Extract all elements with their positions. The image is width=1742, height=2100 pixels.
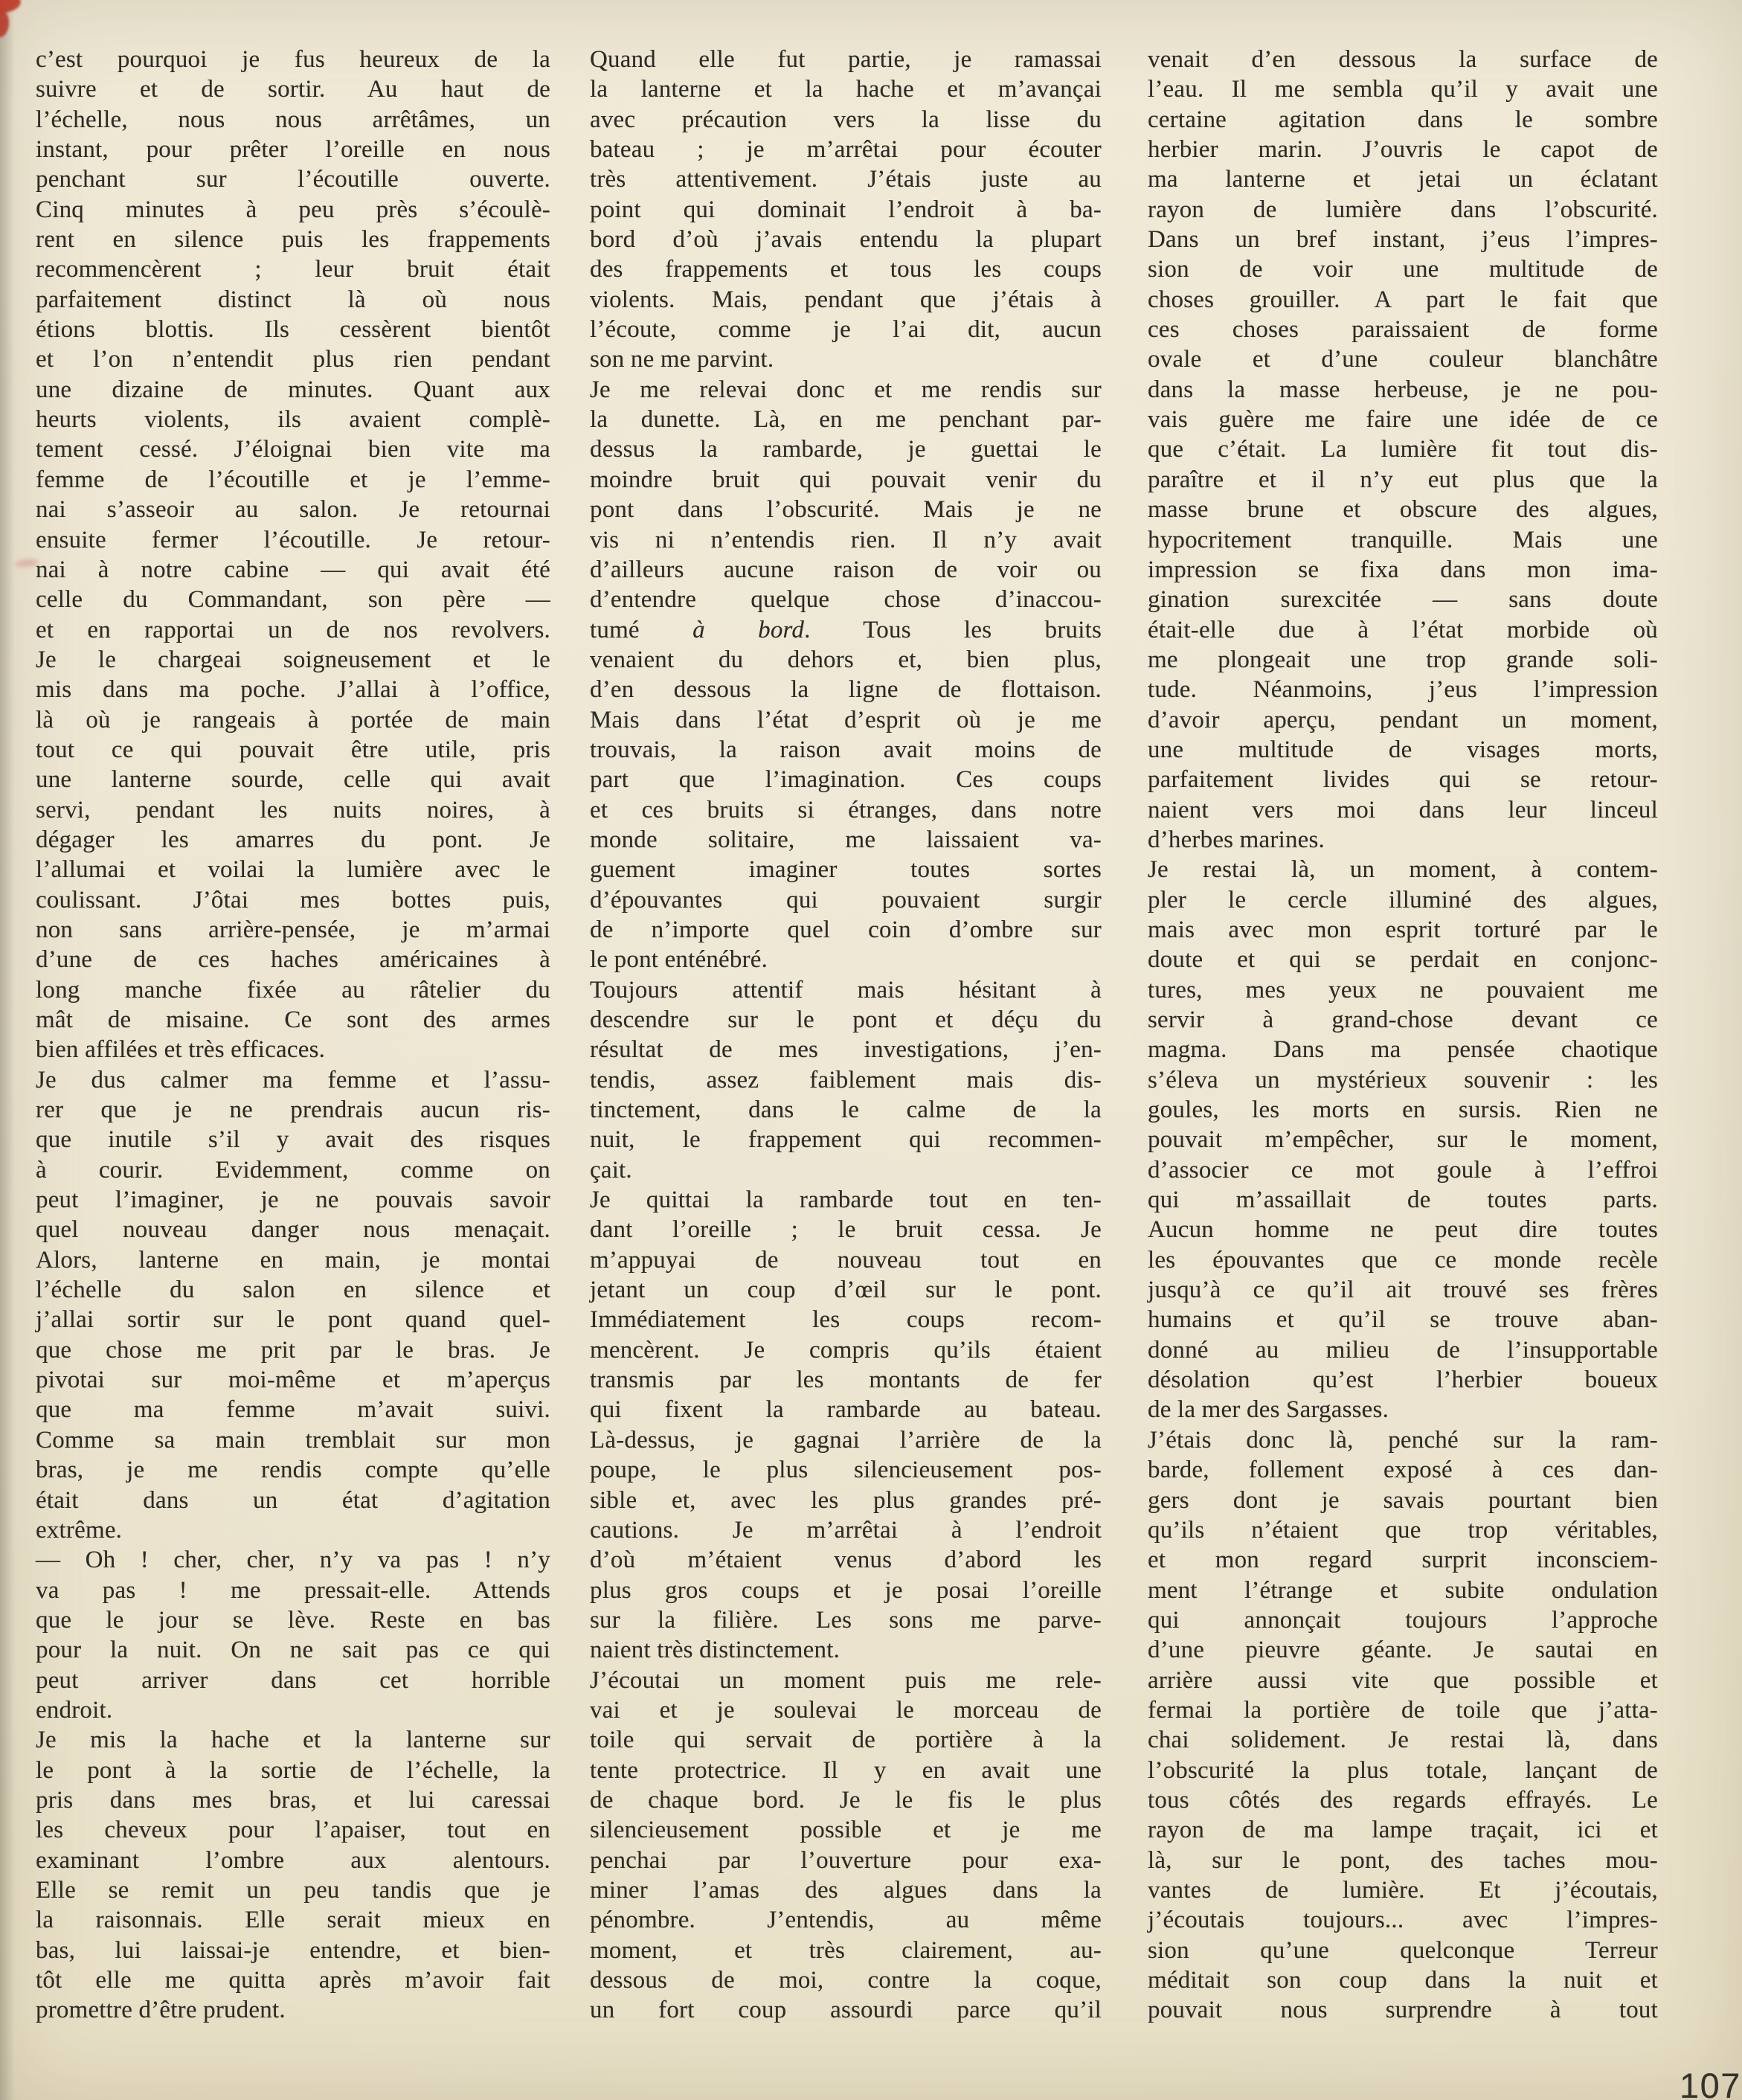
text-line: humains et qu’il se trouve aban-: [1148, 1306, 1658, 1334]
text-line: que c’était. La lumière fit tout dis-: [1148, 436, 1658, 463]
text-line: résultat de mes investigations, j’en-: [590, 1036, 1102, 1064]
page-number: 107: [1680, 2066, 1741, 2100]
text-line: Je dus calmer ma femme et l’assu-: [36, 1066, 550, 1094]
text-line: et l’on n’entendit plus rien pendant: [36, 346, 550, 373]
text-column-1: [36, 45, 550, 2026]
page-edge-shadow: [0, 0, 15, 2100]
text-line: venaient du dehors et, bien plus,: [590, 646, 1102, 673]
text-line: Comme sa main tremblait sur mon: [36, 1426, 550, 1454]
text-line: là où je rangeais à portée de main: [36, 706, 550, 733]
text-line: dant l’oreille ; le bruit cessa. Je: [590, 1216, 1102, 1244]
text-line: penchant sur l’écoutille ouverte.: [36, 166, 550, 193]
text-line: recommencèrent ; leur bruit était: [36, 256, 550, 283]
text-line: qui fixent la rambarde au bateau.: [590, 1396, 1102, 1424]
text-line: pont dans l’obscurité. Mais je ne: [590, 496, 1102, 524]
text-line: dans la masse herbeuse, je ne pou-: [1148, 376, 1658, 403]
text-line: Je le chargeai soigneusement et le: [36, 646, 550, 673]
text-line: tumé à bord. Tous les bruits: [590, 616, 1102, 643]
text-line: nuit, le frappement qui recommen-: [590, 1126, 1102, 1154]
text-line: paraître et il n’y eut plus que la: [1148, 466, 1658, 493]
text-line: étions blottis. Ils cessèrent bientôt: [36, 316, 550, 344]
text-line: Aucun homme ne peut dire toutes: [1148, 1216, 1658, 1244]
text-line: la raisonnais. Elle serait mieux en: [36, 1907, 550, 1934]
text-line: fermai la portière de toile que j’atta-: [1148, 1696, 1658, 1724]
text-line: ces choses paraissaient de forme: [1148, 316, 1658, 344]
text-line: pour la nuit. On ne sait pas ce qui: [36, 1637, 550, 1664]
text-line: servir à grand-chose devant ce: [1148, 1006, 1658, 1033]
text-line: non sans arrière-pensée, je m’armai: [36, 916, 550, 943]
text-line: Alors, lanterne en main, je montai: [36, 1246, 550, 1274]
text-line: un fort coup assourdi parce qu’il: [590, 1997, 1102, 2024]
text-line: de chaque bord. Je le fis le plus: [590, 1786, 1102, 1814]
text-line: j’écoutais toujours... avec l’impres-: [1148, 1907, 1658, 1934]
text-line: sion de voir une multitude de: [1148, 256, 1658, 283]
text-line: d’une de ces haches américaines à: [36, 946, 550, 974]
text-line: Elle se remit un peu tandis que je: [36, 1876, 550, 1904]
text-line: tude. Néanmoins, j’eus l’impression: [1148, 676, 1658, 704]
text-line: herbier marin. J’ouvris le capot de: [1148, 136, 1658, 164]
text-line: dégager les amarres du pont. Je: [36, 826, 550, 853]
text-line: le pont enténébré.: [590, 946, 768, 974]
text-line: masse brune et obscure des algues,: [1148, 496, 1658, 524]
text-line: peut arriver dans cet horrible: [36, 1666, 550, 1694]
text-line: va pas ! me pressait-elle. Attends: [36, 1576, 550, 1604]
text-line: pouvait m’empêcher, sur le moment,: [1148, 1126, 1658, 1154]
text-line: de n’importe quel coin d’ombre sur: [590, 916, 1102, 943]
text-line: bras, je me rendis compte qu’elle: [36, 1457, 550, 1484]
text-line: le pont à la sortie de l’échelle, la: [36, 1756, 550, 1784]
text-line: çait.: [590, 1156, 632, 1184]
text-line: la dunette. Là, en me penchant par-: [590, 406, 1102, 434]
text-line: que le jour se lève. Reste en bas: [36, 1606, 550, 1634]
text-line: certaine agitation dans le sombre: [1148, 106, 1658, 133]
text-line: qu’ils n’étaient que trop véritables,: [1148, 1516, 1658, 1544]
text-line: moindre bruit qui pouvait venir du: [590, 466, 1102, 493]
text-line: ma lanterne et jetai un éclatant: [1148, 166, 1658, 193]
text-line: les cheveux pour l’apaiser, tout en: [36, 1817, 550, 1844]
text-line: femme de l’écoutille et je l’emme-: [36, 466, 550, 493]
text-line: examinant l’ombre aux alentours.: [36, 1846, 550, 1874]
text-line: l’échelle du salon en silence et: [36, 1277, 550, 1304]
text-line: bateau ; je m’arrêtai pour écouter: [590, 136, 1102, 164]
text-line: jusqu’à ce qu’il ait trouvé ses frères: [1148, 1277, 1658, 1304]
text-line: que chose me prit par le bras. Je: [36, 1336, 550, 1364]
text-line: rayon de lumière dans l’obscurité.: [1148, 196, 1658, 223]
text-line: promettre d’être prudent.: [36, 1997, 286, 2024]
text-line: qui annonçait toujours l’approche: [1148, 1606, 1658, 1634]
text-line: miner l’amas des algues dans la: [590, 1876, 1102, 1904]
text-line: chai solidement. Je restai là, dans: [1148, 1727, 1658, 1754]
text-line: vais guère me faire une idée de ce: [1148, 406, 1658, 434]
text-line: nai s’asseoir au salon. Je retournai: [36, 496, 550, 524]
text-line: d’herbes marines.: [1148, 826, 1325, 853]
text-line: tôt elle me quitta après m’avoir fait: [36, 1967, 550, 1994]
text-line: une multitude de visages morts,: [1148, 736, 1658, 763]
text-line: vantes de lumière. Et j’écoutais,: [1148, 1876, 1658, 1904]
text-line: ovale et d’une couleur blanchâtre: [1148, 346, 1658, 373]
text-line: part que l’imagination. Ces coups: [590, 766, 1102, 794]
text-line: goules, les morts en sursis. Rien ne: [1148, 1096, 1658, 1124]
text-line: s’éleva un mystérieux souvenir : les: [1148, 1066, 1658, 1094]
text-line: plus gros coups et je posai l’oreille: [590, 1576, 1102, 1604]
text-line: Dans un bref instant, j’eus l’impres-: [1148, 226, 1658, 254]
text-line: Je mis la hache et la lanterne sur: [36, 1727, 550, 1754]
text-line: d’épouvantes qui pouvaient surgir: [590, 886, 1102, 913]
text-line: ment l’étrange et subite ondulation: [1148, 1576, 1658, 1604]
text-line: extrême.: [36, 1516, 123, 1544]
text-line: et mon regard surprit inconsciem-: [1148, 1547, 1658, 1574]
text-line: point qui dominait l’endroit à ba-: [590, 196, 1102, 223]
text-column-2: [590, 45, 1102, 2026]
text-line: violents. Mais, pendant que j’étais à: [590, 286, 1102, 313]
text-line: celle du Commandant, son père —: [36, 586, 550, 614]
text-line: à courir. Evidemment, comme on: [36, 1156, 550, 1184]
text-line: avec précaution vers la lisse du: [590, 106, 1102, 133]
text-line: Cinq minutes à peu près s’écoulè-: [36, 196, 550, 223]
text-line: — Oh ! cher, cher, n’y va pas ! n’y: [36, 1547, 550, 1574]
text-line: l’eau. Il me sembla qu’il y avait une: [1148, 76, 1658, 103]
text-line: choses grouiller. A part le fait que: [1148, 286, 1658, 313]
text-line: vai et je soulevai le morceau de: [590, 1696, 1102, 1724]
text-line: monde solitaire, me laissaient va-: [590, 826, 1102, 853]
text-line: heurts violents, ils avaient complè-: [36, 406, 550, 434]
text-line: long manche fixée au râtelier du: [36, 976, 550, 1004]
text-line: rayon de ma lampe traçait, ici et: [1148, 1817, 1658, 1844]
text-line: mencèrent. Je compris qu’ils étaient: [590, 1336, 1102, 1364]
text-line: une lanterne sourde, celle qui avait: [36, 766, 550, 794]
text-line: d’avoir aperçu, pendant un moment,: [1148, 706, 1658, 733]
text-line: que ma femme m’avait suivi.: [36, 1396, 550, 1424]
text-line: J’étais donc là, penché sur la ram-: [1148, 1426, 1658, 1454]
text-line: transmis par les montants de fer: [590, 1367, 1102, 1394]
text-line: rent en silence puis les frappements: [36, 226, 550, 254]
text-line: tendis, assez faiblement mais dis-: [590, 1066, 1102, 1094]
text-line: rer que je ne prendrais aucun ris-: [36, 1096, 550, 1124]
text-line: Mais dans l’état d’esprit où je me: [590, 706, 1102, 733]
text-line: guement imaginer toutes sortes: [590, 856, 1102, 884]
text-line: magma. Dans ma pensée chaotique: [1148, 1036, 1658, 1064]
text-line: parfaitement distinct là où nous: [36, 286, 550, 313]
text-line: Quand elle fut partie, je ramassai: [590, 46, 1102, 73]
text-line: là, sur le pont, des taches mou-: [1148, 1846, 1658, 1874]
text-line: descendre sur le pont et déçu du: [590, 1006, 1102, 1033]
text-line: l’allumai et voilai la lumière avec le: [36, 856, 550, 884]
text-line: mis dans ma poche. J’allai à l’office,: [36, 676, 550, 704]
text-line: naient vers moi dans leur linceul: [1148, 796, 1658, 823]
text-line: pénombre. J’entendis, au même: [590, 1907, 1102, 1934]
text-line: d’entendre quelque chose d’inaccou-: [590, 586, 1102, 614]
text-line: gers dont je savais pourtant bien: [1148, 1486, 1658, 1514]
text-line: gination surexcitée — sans doute: [1148, 586, 1658, 614]
text-line: très attentivement. J’étais juste au: [590, 166, 1102, 193]
text-line: naient très distinctement.: [590, 1637, 841, 1664]
text-line: moment, et très clairement, au-: [590, 1936, 1102, 1964]
text-line: sur la filière. Les sons me parve-: [590, 1606, 1102, 1634]
text-line: que inutile s’il y avait des risques: [36, 1126, 550, 1154]
text-line: et ces bruits si étranges, dans notre: [590, 796, 1102, 823]
text-line: parfaitement livides qui se retour-: [1148, 766, 1658, 794]
text-line: servi, pendant les nuits noires, à: [36, 796, 550, 823]
text-line: jetant un coup d’œil sur le pont.: [590, 1277, 1102, 1304]
red-ink-mark: [0, 10, 11, 39]
text-line: vis ni n’entendis rien. Il n’y avait: [590, 526, 1102, 553]
text-line: hypocritement tranquille. Mais une: [1148, 526, 1658, 553]
text-line: cautions. Je m’arrêtai à l’endroit: [590, 1516, 1102, 1544]
text-line: venait d’en dessous la surface de: [1148, 46, 1658, 73]
text-line: m’appuyai de nouveau tout en: [590, 1246, 1102, 1274]
text-line: pler le cercle illuminé des algues,: [1148, 886, 1658, 913]
text-line: pris dans mes bras, et lui caressai: [36, 1786, 550, 1814]
text-line: l’échelle, nous nous arrêtâmes, un: [36, 106, 550, 133]
text-line: silencieusement possible et je me: [590, 1817, 1102, 1844]
text-line: J’écoutai un moment puis me rele-: [590, 1666, 1102, 1694]
text-column-3: [1148, 45, 1658, 2026]
text-line: d’en dessous la ligne de flottaison.: [590, 676, 1102, 704]
text-line: suivre et de sortir. Au haut de: [36, 76, 550, 103]
text-line: trouvais, la raison avait moins de: [590, 736, 1102, 763]
text-line: Toujours attentif mais hésitant à: [590, 976, 1102, 1004]
text-line: d’où m’étaient venus d’abord les: [590, 1547, 1102, 1574]
text-line: quel nouveau danger nous menaçait.: [36, 1216, 550, 1244]
text-line: bord d’où j’avais entendu la plupart: [590, 226, 1102, 254]
text-line: pouvait nous surprendre à tout: [1148, 1997, 1658, 2024]
text-line: Là-dessus, je gagnai l’arrière de la: [590, 1426, 1102, 1454]
text-line: me plongeait une trop grande soli-: [1148, 646, 1658, 673]
text-line: sion qu’une quelconque Terreur: [1148, 1936, 1658, 1964]
text-line: nai à notre cabine — qui avait été: [36, 556, 550, 583]
text-line: bas, lui laissai-je entendre, et bien-: [36, 1936, 550, 1964]
text-line: qui m’assaillait de toutes parts.: [1148, 1187, 1658, 1214]
text-line: des frappements et tous les coups: [590, 256, 1102, 283]
text-line: pivotai sur moi-même et m’aperçus: [36, 1367, 550, 1394]
text-line: tinctement, dans le calme de la: [590, 1096, 1102, 1124]
text-line: c’est pourquoi je fus heureux de la: [36, 46, 550, 73]
text-line: arrière aussi vite que possible et: [1148, 1666, 1658, 1694]
text-line: l’obscurité la plus totale, lançant de: [1148, 1756, 1658, 1784]
text-line: sible et, avec les plus grandes pré-: [590, 1486, 1102, 1514]
text-line: mais avec mon esprit torturé par le: [1148, 916, 1658, 943]
text-line: endroit.: [36, 1696, 113, 1724]
text-line: dessus la rambarde, je guettai le: [590, 436, 1102, 463]
text-line: mât de misaine. Ce sont des armes: [36, 1006, 550, 1033]
text-line: poupe, le plus silencieusement pos-: [590, 1457, 1102, 1484]
text-line: d’une pieuvre géante. Je sautai en: [1148, 1637, 1658, 1664]
text-line: de la mer des Sargasses.: [1148, 1396, 1389, 1424]
text-line: était dans un état d’agitation: [36, 1486, 550, 1514]
text-line: désolation qu’est l’herbier boueux: [1148, 1367, 1658, 1394]
text-line: tement cessé. J’éloignai bien vite ma: [36, 436, 550, 463]
text-line: tures, mes yeux ne pouvaient me: [1148, 976, 1658, 1004]
text-line: les épouvantes que ce monde recèle: [1148, 1246, 1658, 1274]
text-line: coulissant. J’ôtai mes bottes puis,: [36, 886, 550, 913]
text-line: barde, follement exposé à ces dan-: [1148, 1457, 1658, 1484]
text-line: ensuite fermer l’écoutille. Je retour-: [36, 526, 550, 553]
text-line: toile qui servait de portière à la: [590, 1727, 1102, 1754]
text-line: tente protectrice. Il y en avait une: [590, 1756, 1102, 1784]
text-line: d’associer ce mot goule à l’effroi: [1148, 1156, 1658, 1184]
text-line: penchai par l’ouverture pour exa-: [590, 1846, 1102, 1874]
text-line: et en rapportai un de nos revolvers.: [36, 616, 550, 643]
text-line: l’écoute, comme je l’ai dit, aucun: [590, 316, 1102, 344]
text-line: j’allai sortir sur le pont quand quel-: [36, 1306, 550, 1334]
text-line: d’ailleurs aucune raison de voir ou: [590, 556, 1102, 583]
text-line: tout ce qui pouvait être utile, pris: [36, 736, 550, 763]
text-line: impression se fixa dans mon ima-: [1148, 556, 1658, 583]
text-line: bien affilées et très efficaces.: [36, 1036, 326, 1064]
text-line: Immédiatement les coups recom-: [590, 1306, 1102, 1334]
text-line: la lanterne et la hache et m’avançai: [590, 76, 1102, 103]
text-line: instant, pour prêter l’oreille en nous: [36, 136, 550, 164]
text-line: dessous de moi, contre la coque,: [590, 1967, 1102, 1994]
text-line: peut l’imaginer, je ne pouvais savoir: [36, 1187, 550, 1214]
text-line: Je me relevai donc et me rendis sur: [590, 376, 1102, 403]
text-line: était-elle due à l’état morbide où: [1148, 616, 1658, 643]
text-line: une dizaine de minutes. Quant aux: [36, 376, 550, 403]
text-line: Je restai là, un moment, à contem-: [1148, 856, 1658, 884]
text-line: tous côtés des regards effrayés. Le: [1148, 1786, 1658, 1814]
text-line: doute et qui se perdait en conjonc-: [1148, 946, 1658, 974]
text-line: son ne me parvint.: [590, 346, 774, 373]
text-line: méditait son coup dans la nuit et: [1148, 1967, 1658, 1994]
text-line: donné au milieu de l’insupportable: [1148, 1336, 1658, 1364]
text-line: Je quittai la rambarde tout en ten-: [590, 1187, 1102, 1214]
